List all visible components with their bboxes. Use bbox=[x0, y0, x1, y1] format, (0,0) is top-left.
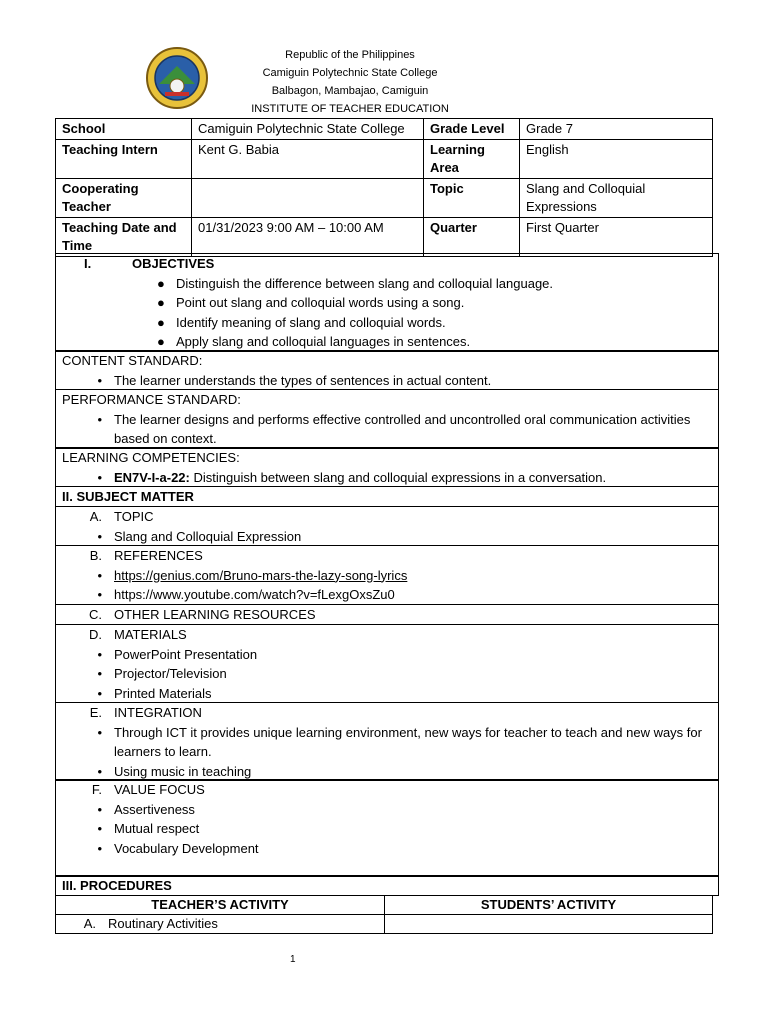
routinary-students-cell bbox=[385, 915, 713, 934]
area-label: Learning Area bbox=[424, 140, 520, 179]
competencies-section: LEARNING COMPETENCIES: • EN7V-I-a-22: Distinguish between slang and colloquial expressions in a conversation. bbox=[55, 447, 719, 487]
school-value: Camiguin Polytechnic State College bbox=[192, 119, 424, 140]
olr-heading: OTHER LEARNING RESOURCES bbox=[114, 607, 316, 622]
value-item: Vocabulary Development bbox=[114, 840, 259, 856]
performance-standard-section: PERFORMANCE STANDARD: • The learner designs and performs effective controlled and uncontrolled oral communication activities based on context. bbox=[55, 389, 719, 449]
value-item: Assertiveness bbox=[114, 801, 195, 817]
procedures-heading: III. PROCEDURES bbox=[62, 878, 172, 893]
competencies-title: LEARNING COMPETENCIES: bbox=[62, 450, 240, 465]
teachers-activity-header: TEACHER’S ACTIVITY bbox=[56, 896, 385, 915]
topic-label: Topic bbox=[424, 179, 520, 218]
header-line-1: Republic of the Philippines bbox=[285, 49, 415, 61]
topic-value: Slang and Colloquial Expressions bbox=[520, 179, 713, 218]
integration-heading: INTEGRATION bbox=[114, 705, 202, 720]
header-line-2: Camiguin Polytechnic State College bbox=[262, 67, 438, 79]
integration-item: Through ICT it provides unique learning environment, new ways for teacher to teach and new ways for learners to learn. bbox=[114, 724, 702, 759]
material-item: Printed Materials bbox=[114, 685, 212, 701]
date-label: Teaching Date and Time bbox=[56, 218, 192, 257]
topic-item: Slang and Colloquial Expression bbox=[114, 528, 302, 544]
grade-value: Grade 7 bbox=[520, 119, 713, 140]
intern-value: Kent G. Babia bbox=[192, 140, 424, 179]
content-standard-item: The learner understands the types of sentences in actual content. bbox=[114, 372, 492, 388]
olr-letter: C. bbox=[89, 607, 102, 622]
performance-standard-item: The learner designs and performs effective controlled and uncontrolled oral communication activities based on context. bbox=[114, 411, 691, 446]
intern-label: Teaching Intern bbox=[56, 140, 192, 179]
references-letter: B. bbox=[89, 548, 102, 563]
area-value: English bbox=[520, 140, 713, 179]
reference-link[interactable]: https://genius.com/Bruno-mars-the-lazy-song-lyrics bbox=[114, 567, 408, 583]
competency-text: Distinguish between slang and colloquial expressions in a conversation. bbox=[189, 469, 607, 485]
coop-teacher-value bbox=[192, 179, 424, 218]
content-standard-section: CONTENT STANDARD: • The learner understands the types of sentences in actual content. bbox=[55, 350, 719, 390]
material-item: PowerPoint Presentation bbox=[114, 646, 258, 662]
integration-section: E. INTEGRATION • Through ICT it provides unique learning environment, new ways for teacher to teach and new ways for learners to learn. • Using music in teaching bbox=[55, 702, 719, 781]
page-number: 1 bbox=[290, 954, 296, 965]
references-heading: REFERENCES bbox=[114, 548, 203, 563]
grade-label: Grade Level bbox=[424, 119, 520, 140]
other-resources-section bbox=[55, 604, 719, 625]
objectives-title: OBJECTIVES bbox=[132, 256, 215, 271]
subject-matter-heading: II. SUBJECT MATTER bbox=[62, 489, 194, 504]
materials-letter: D. bbox=[89, 627, 102, 642]
header-line-4: INSTITUTE OF TEACHER EDUCATION bbox=[251, 103, 449, 115]
procedures-table bbox=[55, 895, 713, 934]
objective-item: Identify meaning of slang and colloquial words. bbox=[176, 314, 446, 330]
routinary-letter: A. bbox=[83, 916, 96, 931]
competency-code: EN7V-I-a-22: bbox=[114, 469, 190, 485]
coop-teacher-label: Cooperating Teacher bbox=[56, 179, 192, 218]
school-label: School bbox=[56, 119, 192, 140]
routinary-activities-cell bbox=[56, 915, 385, 934]
value-item: Mutual respect bbox=[114, 821, 200, 836]
materials-section: D. MATERIALS • PowerPoint Presentation • Projector/Television • Printed Materials bbox=[55, 624, 719, 703]
topic-section: A. TOPIC • Slang and Colloquial Expression bbox=[55, 506, 719, 546]
quarter-value: First Quarter bbox=[520, 218, 713, 257]
value-focus-heading: VALUE FOCUS bbox=[114, 782, 205, 797]
content-standard-title: CONTENT STANDARD: bbox=[62, 353, 203, 368]
lesson-info-table bbox=[55, 118, 713, 257]
objective-item: Point out slang and colloquial words using a song. bbox=[176, 295, 465, 310]
topic-letter: A. bbox=[89, 509, 102, 524]
objective-item: Apply slang and colloquial languages in sentences. bbox=[176, 334, 471, 349]
material-item: Projector/Television bbox=[114, 666, 227, 681]
topic-heading: TOPIC bbox=[114, 509, 154, 524]
document-header bbox=[160, 46, 540, 118]
integration-letter: E. bbox=[89, 705, 102, 720]
procedures-title bbox=[55, 875, 719, 896]
materials-heading: MATERIALS bbox=[114, 627, 187, 642]
subject-matter-title bbox=[55, 486, 719, 507]
students-activity-header: STUDENTS’ ACTIVITY bbox=[385, 896, 713, 915]
date-value: 01/31/2023 9:00 AM – 10:00 AM bbox=[192, 218, 424, 257]
objectives-num: I. bbox=[84, 256, 92, 271]
objective-item: Distinguish the difference between slang and colloquial language. bbox=[176, 275, 554, 291]
objectives-section: I. OBJECTIVES ● Distinguish the difference between slang and colloquial language. ● Point out slang and colloquial words using a song. ● Identify meaning of slang and colloquial words. ● Apply slang and colloquial languages in sentences. bbox=[55, 253, 719, 352]
quarter-label: Quarter bbox=[424, 218, 520, 257]
reference-link[interactable]: https://www.youtube.com/watch?v=fLexgOxsZu0 bbox=[114, 587, 395, 602]
routinary-label: Routinary Activities bbox=[108, 916, 218, 931]
performance-standard-title: PERFORMANCE STANDARD: bbox=[62, 392, 241, 407]
integration-item: Using music in teaching bbox=[114, 763, 252, 779]
value-focus-section: F. VALUE FOCUS • Assertiveness • Mutual respect • Vocabulary Development bbox=[55, 779, 719, 877]
references-section: B. REFERENCES • https://genius.com/Bruno-mars-the-lazy-song-lyrics • https://www.youtube.com/watch?v=fLexgOxsZu0 bbox=[55, 545, 719, 605]
header-line-3: Balbagon, Mambajao, Camiguin bbox=[271, 85, 429, 97]
value-focus-letter: F. bbox=[91, 782, 102, 797]
